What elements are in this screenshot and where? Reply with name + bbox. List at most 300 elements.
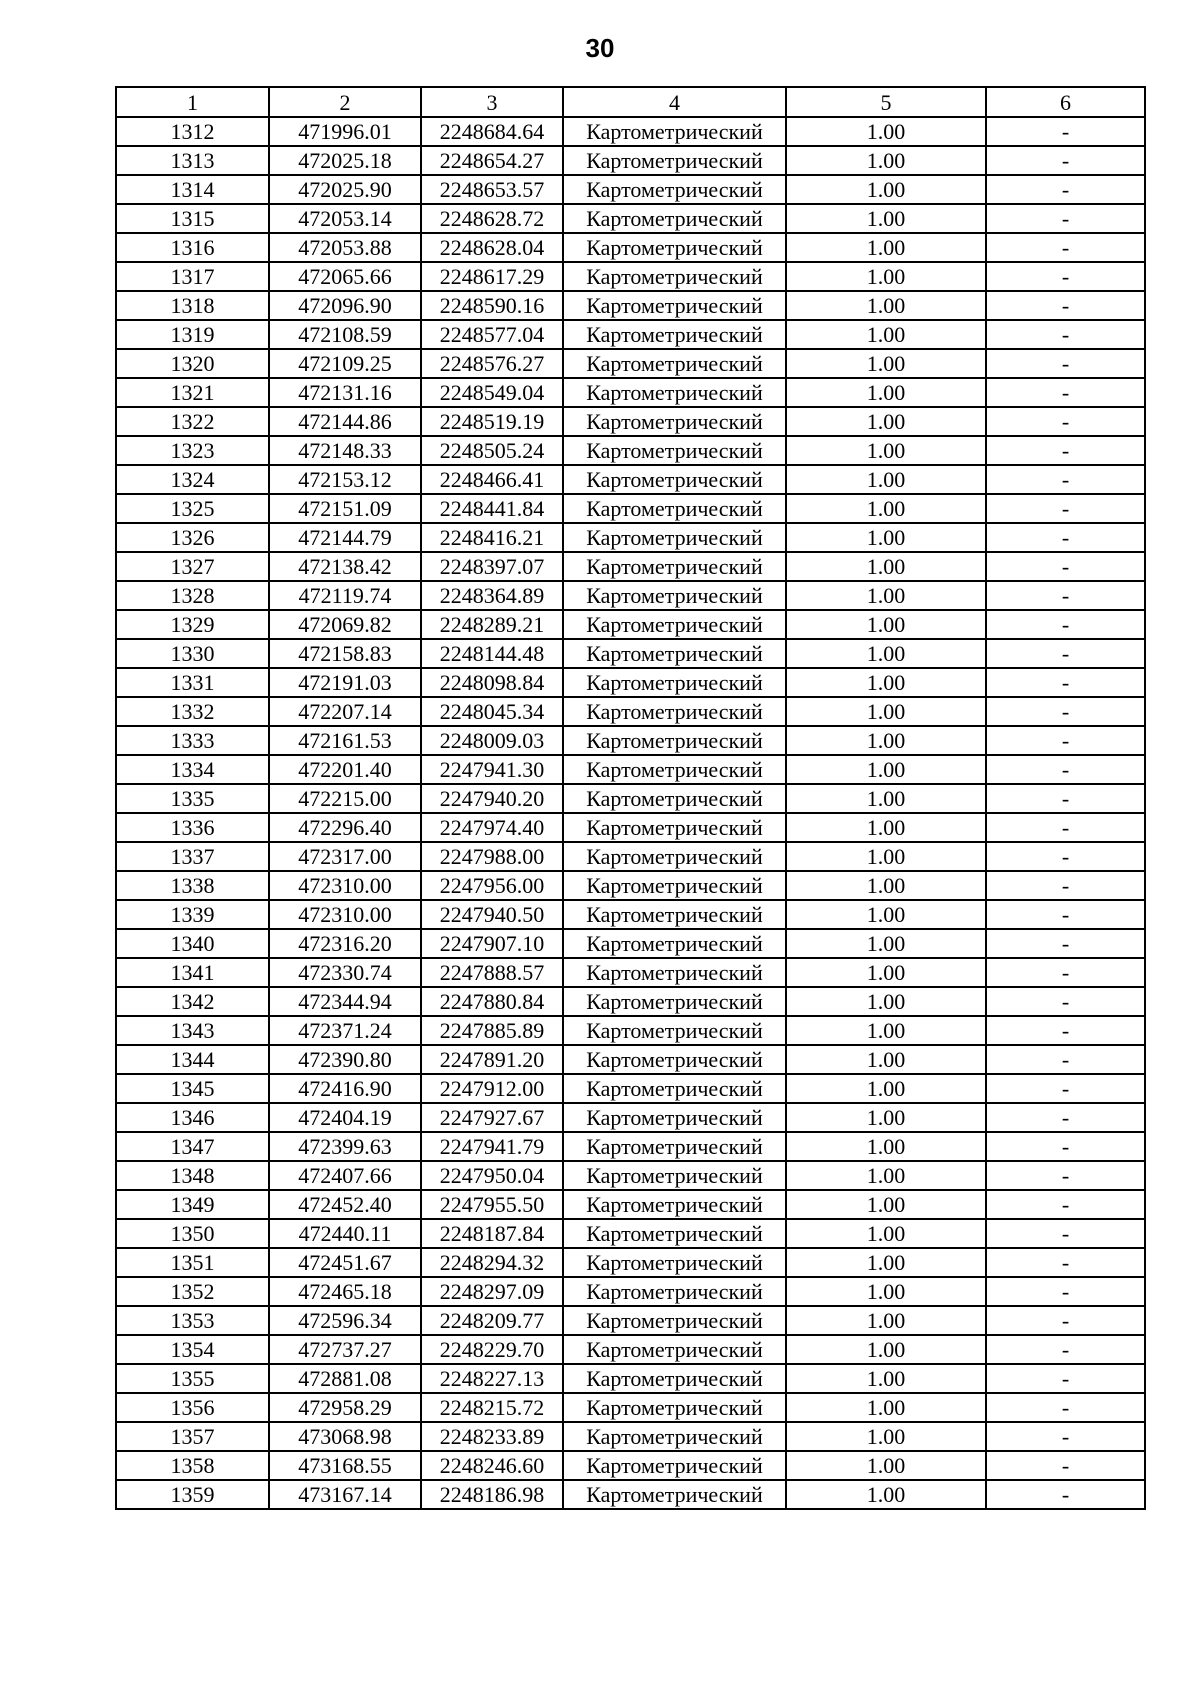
accuracy-cell: 1.00 bbox=[786, 494, 986, 523]
table-row bbox=[116, 900, 1145, 929]
point-number-cell: 1339 bbox=[116, 900, 269, 929]
accuracy-cell: 1.00 bbox=[786, 697, 986, 726]
accuracy-cell: 1.00 bbox=[786, 1364, 986, 1393]
y-coordinate-cell: 2248519.19 bbox=[421, 407, 563, 436]
page-number: 30 bbox=[585, 33, 615, 63]
description-cell: - bbox=[986, 1219, 1145, 1248]
table-row bbox=[116, 1277, 1145, 1306]
x-coordinate-cell: 472440.11 bbox=[269, 1219, 421, 1248]
point-number-cell: 1335 bbox=[116, 784, 269, 813]
y-coordinate-cell: 2248577.04 bbox=[421, 320, 563, 349]
x-coordinate-cell: 472148.33 bbox=[269, 436, 421, 465]
x-coordinate-cell: 472153.12 bbox=[269, 465, 421, 494]
description-cell: - bbox=[986, 204, 1145, 233]
accuracy-cell: 1.00 bbox=[786, 1422, 986, 1451]
table-row bbox=[116, 262, 1145, 291]
y-coordinate-cell: 2247912.00 bbox=[421, 1074, 563, 1103]
description-cell: - bbox=[986, 784, 1145, 813]
y-coordinate-cell: 2248549.04 bbox=[421, 378, 563, 407]
description-cell: - bbox=[986, 1393, 1145, 1422]
description-cell: - bbox=[986, 523, 1145, 552]
y-coordinate-cell: 2248227.13 bbox=[421, 1364, 563, 1393]
method-cell: Картометрический bbox=[563, 407, 786, 436]
x-coordinate-cell: 472737.27 bbox=[269, 1335, 421, 1364]
accuracy-cell: 1.00 bbox=[786, 871, 986, 900]
table-row bbox=[116, 523, 1145, 552]
x-coordinate-cell: 472296.40 bbox=[269, 813, 421, 842]
x-coordinate-cell: 472881.08 bbox=[269, 1364, 421, 1393]
method-cell: Картометрический bbox=[563, 1132, 786, 1161]
point-number-cell: 1318 bbox=[116, 291, 269, 320]
table-row bbox=[116, 929, 1145, 958]
description-cell: - bbox=[986, 1364, 1145, 1393]
method-cell: Картометрический bbox=[563, 494, 786, 523]
table-row bbox=[116, 1306, 1145, 1335]
x-coordinate-cell: 473068.98 bbox=[269, 1422, 421, 1451]
point-number-cell: 1323 bbox=[116, 436, 269, 465]
x-coordinate-cell: 472201.40 bbox=[269, 755, 421, 784]
accuracy-cell: 1.00 bbox=[786, 1306, 986, 1335]
accuracy-cell: 1.00 bbox=[786, 552, 986, 581]
description-cell: - bbox=[986, 552, 1145, 581]
description-cell: - bbox=[986, 900, 1145, 929]
method-cell: Картометрический bbox=[563, 262, 786, 291]
x-coordinate-cell: 472215.00 bbox=[269, 784, 421, 813]
point-number-cell: 1320 bbox=[116, 349, 269, 378]
accuracy-cell: 1.00 bbox=[786, 1393, 986, 1422]
table-row bbox=[116, 1248, 1145, 1277]
x-coordinate-cell: 472330.74 bbox=[269, 958, 421, 987]
x-coordinate-cell: 472161.53 bbox=[269, 726, 421, 755]
description-cell: - bbox=[986, 1306, 1145, 1335]
point-number-cell: 1338 bbox=[116, 871, 269, 900]
table-row bbox=[116, 1074, 1145, 1103]
accuracy-cell: 1.00 bbox=[786, 842, 986, 871]
point-number-cell: 1354 bbox=[116, 1335, 269, 1364]
y-coordinate-cell: 2248144.48 bbox=[421, 639, 563, 668]
y-coordinate-cell: 2247956.00 bbox=[421, 871, 563, 900]
accuracy-cell: 1.00 bbox=[786, 1103, 986, 1132]
description-cell: - bbox=[986, 1422, 1145, 1451]
y-coordinate-cell: 2247950.04 bbox=[421, 1161, 563, 1190]
table-row bbox=[116, 378, 1145, 407]
point-number-cell: 1352 bbox=[116, 1277, 269, 1306]
table-row bbox=[116, 755, 1145, 784]
description-cell: - bbox=[986, 610, 1145, 639]
table-row bbox=[116, 233, 1145, 262]
method-cell: Картометрический bbox=[563, 552, 786, 581]
table-row bbox=[116, 726, 1145, 755]
point-number-cell: 1332 bbox=[116, 697, 269, 726]
x-coordinate-cell: 472053.14 bbox=[269, 204, 421, 233]
x-coordinate-cell: 472317.00 bbox=[269, 842, 421, 871]
table-row bbox=[116, 1190, 1145, 1219]
description-cell: - bbox=[986, 494, 1145, 523]
y-coordinate-cell: 2248233.89 bbox=[421, 1422, 563, 1451]
point-number-cell: 1328 bbox=[116, 581, 269, 610]
x-coordinate-cell: 472344.94 bbox=[269, 987, 421, 1016]
x-coordinate-cell: 472407.66 bbox=[269, 1161, 421, 1190]
x-coordinate-cell: 472465.18 bbox=[269, 1277, 421, 1306]
point-number-cell: 1355 bbox=[116, 1364, 269, 1393]
x-coordinate-cell: 472109.25 bbox=[269, 349, 421, 378]
table-row bbox=[116, 639, 1145, 668]
point-number-cell: 1326 bbox=[116, 523, 269, 552]
accuracy-cell: 1.00 bbox=[786, 581, 986, 610]
accuracy-cell: 1.00 bbox=[786, 1190, 986, 1219]
description-cell: - bbox=[986, 349, 1145, 378]
y-coordinate-cell: 2247940.50 bbox=[421, 900, 563, 929]
y-coordinate-cell: 2247974.40 bbox=[421, 813, 563, 842]
description-cell: - bbox=[986, 117, 1145, 146]
x-coordinate-cell: 472065.66 bbox=[269, 262, 421, 291]
point-number-cell: 1359 bbox=[116, 1480, 269, 1509]
description-cell: - bbox=[986, 871, 1145, 900]
y-coordinate-cell: 2248209.77 bbox=[421, 1306, 563, 1335]
method-cell: Картометрический bbox=[563, 436, 786, 465]
method-cell: Картометрический bbox=[563, 1074, 786, 1103]
point-number-cell: 1357 bbox=[116, 1422, 269, 1451]
y-coordinate-cell: 2248098.84 bbox=[421, 668, 563, 697]
table-row bbox=[116, 436, 1145, 465]
x-coordinate-cell: 472108.59 bbox=[269, 320, 421, 349]
table-body bbox=[116, 117, 1145, 1509]
accuracy-cell: 1.00 bbox=[786, 1074, 986, 1103]
table-row bbox=[116, 1016, 1145, 1045]
accuracy-cell: 1.00 bbox=[786, 436, 986, 465]
coordinates-table bbox=[115, 86, 1146, 1510]
description-cell: - bbox=[986, 1074, 1145, 1103]
method-cell: Картометрический bbox=[563, 146, 786, 175]
point-number-cell: 1327 bbox=[116, 552, 269, 581]
point-number-cell: 1351 bbox=[116, 1248, 269, 1277]
point-number-cell: 1342 bbox=[116, 987, 269, 1016]
accuracy-cell: 1.00 bbox=[786, 1016, 986, 1045]
method-cell: Картометрический bbox=[563, 378, 786, 407]
point-number-cell: 1322 bbox=[116, 407, 269, 436]
method-cell: Картометрический bbox=[563, 1277, 786, 1306]
point-number-cell: 1319 bbox=[116, 320, 269, 349]
method-cell: Картометрический bbox=[563, 204, 786, 233]
method-cell: Картометрический bbox=[563, 1161, 786, 1190]
accuracy-cell: 1.00 bbox=[786, 262, 986, 291]
table-row bbox=[116, 320, 1145, 349]
table-row bbox=[116, 697, 1145, 726]
accuracy-cell: 1.00 bbox=[786, 233, 986, 262]
table-row bbox=[116, 1335, 1145, 1364]
point-number-cell: 1349 bbox=[116, 1190, 269, 1219]
y-coordinate-cell: 2247927.67 bbox=[421, 1103, 563, 1132]
point-number-cell: 1356 bbox=[116, 1393, 269, 1422]
method-cell: Картометрический bbox=[563, 175, 786, 204]
method-cell: Картометрический bbox=[563, 668, 786, 697]
description-cell: - bbox=[986, 1045, 1145, 1074]
method-cell: Картометрический bbox=[563, 349, 786, 378]
x-coordinate-cell: 472138.42 bbox=[269, 552, 421, 581]
method-cell: Картометрический bbox=[563, 842, 786, 871]
table-row bbox=[116, 1451, 1145, 1480]
y-coordinate-cell: 2248416.21 bbox=[421, 523, 563, 552]
description-cell: - bbox=[986, 465, 1145, 494]
description-cell: - bbox=[986, 1132, 1145, 1161]
y-coordinate-cell: 2248364.89 bbox=[421, 581, 563, 610]
description-cell: - bbox=[986, 697, 1145, 726]
x-coordinate-cell: 472151.09 bbox=[269, 494, 421, 523]
table-row bbox=[116, 581, 1145, 610]
point-number-cell: 1321 bbox=[116, 378, 269, 407]
table-row bbox=[116, 175, 1145, 204]
y-coordinate-cell: 2248617.29 bbox=[421, 262, 563, 291]
method-cell: Картометрический bbox=[563, 320, 786, 349]
y-coordinate-cell: 2247880.84 bbox=[421, 987, 563, 1016]
description-cell: - bbox=[986, 1016, 1145, 1045]
y-coordinate-cell: 2248397.07 bbox=[421, 552, 563, 581]
x-coordinate-cell: 472371.24 bbox=[269, 1016, 421, 1045]
accuracy-cell: 1.00 bbox=[786, 1451, 986, 1480]
accuracy-cell: 1.00 bbox=[786, 320, 986, 349]
point-number-cell: 1353 bbox=[116, 1306, 269, 1335]
x-coordinate-cell: 472404.19 bbox=[269, 1103, 421, 1132]
x-coordinate-cell: 472416.90 bbox=[269, 1074, 421, 1103]
x-coordinate-cell: 471996.01 bbox=[269, 117, 421, 146]
y-coordinate-cell: 2247885.89 bbox=[421, 1016, 563, 1045]
method-cell: Картометрический bbox=[563, 639, 786, 668]
x-coordinate-cell: 472025.18 bbox=[269, 146, 421, 175]
x-coordinate-cell: 472025.90 bbox=[269, 175, 421, 204]
y-coordinate-cell: 2248505.24 bbox=[421, 436, 563, 465]
method-cell: Картометрический bbox=[563, 523, 786, 552]
x-coordinate-cell: 472958.29 bbox=[269, 1393, 421, 1422]
table-row bbox=[116, 1103, 1145, 1132]
accuracy-cell: 1.00 bbox=[786, 349, 986, 378]
description-cell: - bbox=[986, 755, 1145, 784]
description-cell: - bbox=[986, 813, 1145, 842]
description-cell: - bbox=[986, 1190, 1145, 1219]
point-number-cell: 1316 bbox=[116, 233, 269, 262]
accuracy-cell: 1.00 bbox=[786, 1480, 986, 1509]
point-number-cell: 1313 bbox=[116, 146, 269, 175]
accuracy-cell: 1.00 bbox=[786, 407, 986, 436]
accuracy-cell: 1.00 bbox=[786, 1219, 986, 1248]
table-row bbox=[116, 1422, 1145, 1451]
point-number-cell: 1346 bbox=[116, 1103, 269, 1132]
description-cell: - bbox=[986, 668, 1145, 697]
point-number-cell: 1330 bbox=[116, 639, 269, 668]
y-coordinate-cell: 2247941.30 bbox=[421, 755, 563, 784]
x-coordinate-cell: 472390.80 bbox=[269, 1045, 421, 1074]
description-cell: - bbox=[986, 407, 1145, 436]
description-cell: - bbox=[986, 175, 1145, 204]
point-number-cell: 1315 bbox=[116, 204, 269, 233]
y-coordinate-cell: 2248684.64 bbox=[421, 117, 563, 146]
y-coordinate-cell: 2247907.10 bbox=[421, 929, 563, 958]
x-coordinate-cell: 472452.40 bbox=[269, 1190, 421, 1219]
y-coordinate-cell: 2247988.00 bbox=[421, 842, 563, 871]
table-row bbox=[116, 1219, 1145, 1248]
method-cell: Картометрический bbox=[563, 726, 786, 755]
x-coordinate-cell: 472069.82 bbox=[269, 610, 421, 639]
method-cell: Картометрический bbox=[563, 1306, 786, 1335]
method-cell: Картометрический bbox=[563, 291, 786, 320]
y-coordinate-cell: 2248576.27 bbox=[421, 349, 563, 378]
point-number-cell: 1329 bbox=[116, 610, 269, 639]
point-number-cell: 1348 bbox=[116, 1161, 269, 1190]
accuracy-cell: 1.00 bbox=[786, 726, 986, 755]
x-coordinate-cell: 472096.90 bbox=[269, 291, 421, 320]
method-cell: Картометрический bbox=[563, 1480, 786, 1509]
x-coordinate-cell: 472596.34 bbox=[269, 1306, 421, 1335]
description-cell: - bbox=[986, 1248, 1145, 1277]
point-number-cell: 1350 bbox=[116, 1219, 269, 1248]
method-cell: Картометрический bbox=[563, 784, 786, 813]
description-cell: - bbox=[986, 1161, 1145, 1190]
column-header: 2 bbox=[269, 87, 421, 117]
y-coordinate-cell: 2248297.09 bbox=[421, 1277, 563, 1306]
point-number-cell: 1314 bbox=[116, 175, 269, 204]
accuracy-cell: 1.00 bbox=[786, 1161, 986, 1190]
x-coordinate-cell: 473167.14 bbox=[269, 1480, 421, 1509]
point-number-cell: 1341 bbox=[116, 958, 269, 987]
table-header-row bbox=[116, 87, 1145, 117]
method-cell: Картометрический bbox=[563, 813, 786, 842]
y-coordinate-cell: 2248628.72 bbox=[421, 204, 563, 233]
method-cell: Картометрический bbox=[563, 871, 786, 900]
point-number-cell: 1312 bbox=[116, 117, 269, 146]
table-row bbox=[116, 668, 1145, 697]
y-coordinate-cell: 2247941.79 bbox=[421, 1132, 563, 1161]
table-row bbox=[116, 1045, 1145, 1074]
description-cell: - bbox=[986, 958, 1145, 987]
table-row bbox=[116, 813, 1145, 842]
x-coordinate-cell: 472310.00 bbox=[269, 900, 421, 929]
point-number-cell: 1324 bbox=[116, 465, 269, 494]
description-cell: - bbox=[986, 1335, 1145, 1364]
accuracy-cell: 1.00 bbox=[786, 204, 986, 233]
description-cell: - bbox=[986, 929, 1145, 958]
point-number-cell: 1344 bbox=[116, 1045, 269, 1074]
method-cell: Картометрический bbox=[563, 610, 786, 639]
accuracy-cell: 1.00 bbox=[786, 610, 986, 639]
accuracy-cell: 1.00 bbox=[786, 1277, 986, 1306]
y-coordinate-cell: 2248466.41 bbox=[421, 465, 563, 494]
method-cell: Картометрический bbox=[563, 1248, 786, 1277]
description-cell: - bbox=[986, 146, 1145, 175]
method-cell: Картометрический bbox=[563, 1422, 786, 1451]
accuracy-cell: 1.00 bbox=[786, 784, 986, 813]
table-row bbox=[116, 784, 1145, 813]
point-number-cell: 1317 bbox=[116, 262, 269, 291]
method-cell: Картометрический bbox=[563, 900, 786, 929]
point-number-cell: 1331 bbox=[116, 668, 269, 697]
method-cell: Картометрический bbox=[563, 1103, 786, 1132]
table-row bbox=[116, 1161, 1145, 1190]
description-cell: - bbox=[986, 842, 1145, 871]
table-row bbox=[116, 494, 1145, 523]
method-cell: Картометрический bbox=[563, 697, 786, 726]
point-number-cell: 1336 bbox=[116, 813, 269, 842]
x-coordinate-cell: 472144.79 bbox=[269, 523, 421, 552]
y-coordinate-cell: 2248229.70 bbox=[421, 1335, 563, 1364]
x-coordinate-cell: 472144.86 bbox=[269, 407, 421, 436]
point-number-cell: 1333 bbox=[116, 726, 269, 755]
method-cell: Картометрический bbox=[563, 1190, 786, 1219]
point-number-cell: 1334 bbox=[116, 755, 269, 784]
description-cell: - bbox=[986, 320, 1145, 349]
table-row bbox=[116, 1393, 1145, 1422]
accuracy-cell: 1.00 bbox=[786, 755, 986, 784]
point-number-cell: 1337 bbox=[116, 842, 269, 871]
x-coordinate-cell: 472119.74 bbox=[269, 581, 421, 610]
description-cell: - bbox=[986, 291, 1145, 320]
point-number-cell: 1358 bbox=[116, 1451, 269, 1480]
x-coordinate-cell: 472207.14 bbox=[269, 697, 421, 726]
description-cell: - bbox=[986, 1451, 1145, 1480]
method-cell: Картометрический bbox=[563, 1393, 786, 1422]
x-coordinate-cell: 473168.55 bbox=[269, 1451, 421, 1480]
column-header: 4 bbox=[563, 87, 786, 117]
description-cell: - bbox=[986, 262, 1145, 291]
point-number-cell: 1347 bbox=[116, 1132, 269, 1161]
accuracy-cell: 1.00 bbox=[786, 813, 986, 842]
description-cell: - bbox=[986, 233, 1145, 262]
description-cell: - bbox=[986, 581, 1145, 610]
column-header: 1 bbox=[116, 87, 269, 117]
y-coordinate-cell: 2248246.60 bbox=[421, 1451, 563, 1480]
description-cell: - bbox=[986, 1103, 1145, 1132]
point-number-cell: 1325 bbox=[116, 494, 269, 523]
y-coordinate-cell: 2248628.04 bbox=[421, 233, 563, 262]
method-cell: Картометрический bbox=[563, 987, 786, 1016]
accuracy-cell: 1.00 bbox=[786, 146, 986, 175]
method-cell: Картометрический bbox=[563, 117, 786, 146]
method-cell: Картометрический bbox=[563, 581, 786, 610]
table-row bbox=[116, 1132, 1145, 1161]
table-row bbox=[116, 407, 1145, 436]
y-coordinate-cell: 2248187.84 bbox=[421, 1219, 563, 1248]
description-cell: - bbox=[986, 1480, 1145, 1509]
y-coordinate-cell: 2247891.20 bbox=[421, 1045, 563, 1074]
method-cell: Картометрический bbox=[563, 929, 786, 958]
table-row bbox=[116, 871, 1145, 900]
x-coordinate-cell: 472310.00 bbox=[269, 871, 421, 900]
y-coordinate-cell: 2248590.16 bbox=[421, 291, 563, 320]
method-cell: Картометрический bbox=[563, 1016, 786, 1045]
method-cell: Картометрический bbox=[563, 755, 786, 784]
table-row bbox=[116, 987, 1145, 1016]
accuracy-cell: 1.00 bbox=[786, 1248, 986, 1277]
column-header: 3 bbox=[421, 87, 563, 117]
method-cell: Картометрический bbox=[563, 1219, 786, 1248]
table-row bbox=[116, 842, 1145, 871]
table-row bbox=[116, 958, 1145, 987]
description-cell: - bbox=[986, 639, 1145, 668]
method-cell: Картометрический bbox=[563, 1364, 786, 1393]
x-coordinate-cell: 472451.67 bbox=[269, 1248, 421, 1277]
accuracy-cell: 1.00 bbox=[786, 117, 986, 146]
table-row bbox=[116, 1480, 1145, 1509]
y-coordinate-cell: 2248289.21 bbox=[421, 610, 563, 639]
x-coordinate-cell: 472053.88 bbox=[269, 233, 421, 262]
y-coordinate-cell: 2248009.03 bbox=[421, 726, 563, 755]
accuracy-cell: 1.00 bbox=[786, 523, 986, 552]
accuracy-cell: 1.00 bbox=[786, 1045, 986, 1074]
accuracy-cell: 1.00 bbox=[786, 378, 986, 407]
accuracy-cell: 1.00 bbox=[786, 639, 986, 668]
y-coordinate-cell: 2248186.98 bbox=[421, 1480, 563, 1509]
accuracy-cell: 1.00 bbox=[786, 668, 986, 697]
y-coordinate-cell: 2247888.57 bbox=[421, 958, 563, 987]
method-cell: Картометрический bbox=[563, 1045, 786, 1074]
